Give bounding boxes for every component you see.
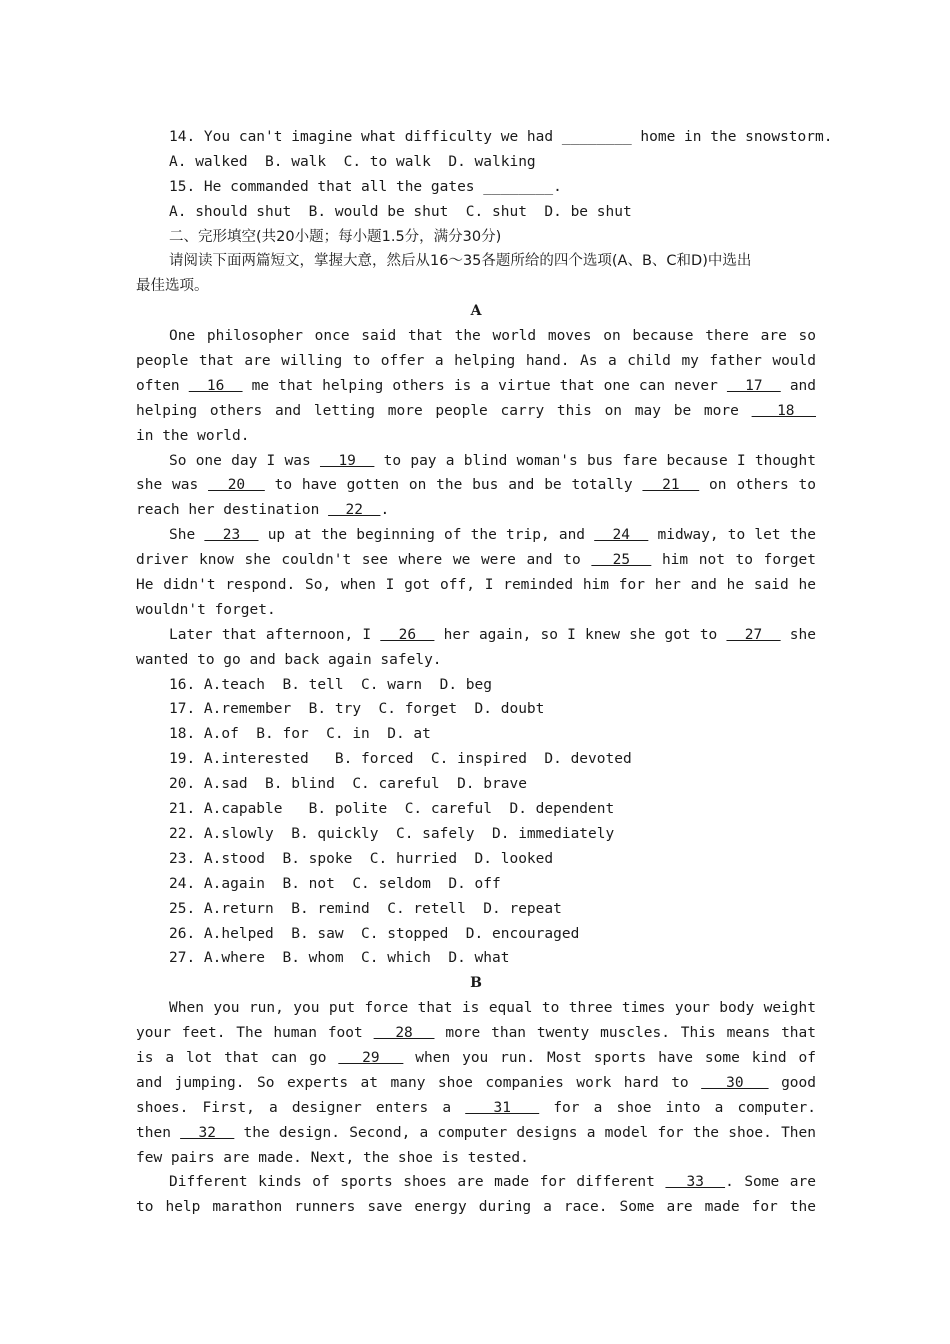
section-heading: 二、完形填空(共20小题；每小题1.5分，满分30分): [169, 228, 502, 245]
blank-16: 16: [188, 377, 243, 394]
blank-18: 18: [751, 402, 816, 419]
text-segment: reach her destination: [136, 502, 320, 519]
text-segment: So one day I was: [169, 452, 311, 469]
text-segment: the design. Second, a computer designs a model for the shoe. Then: [243, 1124, 816, 1141]
section-instruction: 请阅读下面两篇短文，掌握大意，然后从16～35各题所给的四个选项(A、B、C和D)中选出: [169, 253, 752, 270]
question-options: 16. A.teach B. tell C. warn D. beg: [169, 676, 493, 693]
text-segment: on others to: [709, 477, 816, 494]
passage-line: [136, 449, 816, 474]
question-options: 22. A.slowly B. quickly C. safely D. immediately: [169, 825, 615, 842]
question-15-stem: 15. He commanded that all the gates ________.: [169, 178, 562, 195]
text-segment: midway, to let the: [657, 527, 816, 544]
text-segment: me that helping others is a virtue that one can never: [251, 377, 718, 394]
passage-line: [136, 1046, 816, 1071]
text-segment: to pay a blind woman's bus fare because I thought: [383, 452, 816, 469]
text-segment: .: [380, 502, 390, 519]
text-segment: often: [136, 377, 180, 394]
section-instruction-cont: 最佳选项。: [136, 278, 209, 295]
blank-22: 22: [328, 502, 381, 519]
text-segment: Later that afternoon, I: [169, 626, 372, 643]
blank-23: 23: [204, 527, 259, 544]
passage-line: [136, 498, 816, 523]
question-options: 17. A.remember B. try C. forget D. doubt: [169, 701, 545, 718]
passage-line: wanted to go and back again safely.: [136, 651, 442, 668]
question-14-options: A. walked B. walk C. to walk D. walking: [169, 153, 536, 170]
blank-27: 27: [726, 626, 781, 643]
text-segment: shoes. First, a designer enters a: [136, 1099, 452, 1116]
question-options: 25. A.return B. remind C. retell D. repeat: [169, 900, 562, 917]
blank-17: 17: [726, 377, 781, 394]
passage-line: [136, 1170, 816, 1195]
text-segment: driver know she couldn't see where we were and to: [136, 552, 581, 569]
question-options: 18. A.of B. for C. in D. at: [169, 726, 431, 743]
passage-line: [136, 374, 816, 399]
passage-line: [136, 1021, 816, 1046]
question-options: 26. A.helped B. saw C. stopped D. encouraged: [169, 925, 580, 942]
passage-line: few pairs are made. Next, the shoe is tested.: [136, 1149, 529, 1166]
blank-33: 33: [665, 1174, 726, 1191]
text-segment: your feet. The human foot: [136, 1025, 363, 1042]
blank-25: 25: [591, 552, 652, 569]
passage-line: [136, 523, 816, 548]
question-options: 27. A.where B. whom C. which D. what: [169, 950, 510, 967]
blank-31: 31: [465, 1099, 540, 1116]
question-options: 20. A.sad B. blind C. careful D. brave: [169, 776, 527, 793]
text-segment: then: [136, 1124, 171, 1141]
blank-29: 29: [338, 1049, 404, 1066]
text-segment: she: [789, 626, 816, 643]
question-15-options: A. should shut B. would be shut C. shut D. be shut: [169, 203, 632, 220]
text-segment: and jumping. So experts at many shoe companies work hard to: [136, 1074, 689, 1091]
passage-line: One philosopher once said that the world moves on because there are so: [169, 328, 816, 345]
passage-line: [136, 1096, 816, 1121]
passage-line: [136, 1071, 816, 1096]
passage-line: in the world.: [136, 427, 250, 444]
question-options: 23. A.stood B. spoke C. hurried D. looked: [169, 850, 554, 867]
passage-line: When you run, you put force that is equal to three times your body weight: [169, 1000, 816, 1017]
text-segment: is a lot that can go: [136, 1049, 327, 1066]
text-segment: for a shoe into a computer.: [553, 1099, 816, 1116]
blank-19: 19: [319, 452, 375, 469]
blank-20: 20: [208, 477, 265, 494]
text-segment: more than twenty muscles. This means that: [445, 1025, 816, 1042]
text-segment: her again, so I knew she got to: [443, 626, 718, 643]
text-segment: she was: [136, 477, 199, 494]
blank-32: 32: [180, 1124, 235, 1141]
passage-b-label: B: [470, 975, 482, 992]
exam-page: [136, 125, 833, 1220]
text-segment: and: [789, 377, 816, 394]
text-segment: to have gotten on the bus and be totally: [274, 477, 633, 494]
text-segment: him not to forget: [661, 552, 816, 569]
question-14-stem: 14. You can't imagine what difficulty we had ________ home in the snowstorm.: [169, 129, 833, 145]
text-segment: Different kinds of sports shoes are made for different: [169, 1174, 655, 1191]
blank-21: 21: [642, 477, 700, 494]
question-options: 19. A.interested B. forced C. inspired D. devoted: [169, 751, 632, 768]
blank-28: 28: [373, 1025, 435, 1042]
passage-line: He didn't respond. So, when I got off, I reminded him for her and he said he: [136, 577, 816, 594]
blank-26: 26: [380, 626, 435, 643]
passage-line: [136, 1121, 816, 1146]
question-options: 21. A.capable B. polite C. careful D. dependent: [169, 801, 615, 818]
passage-a-label: A: [470, 303, 482, 320]
passage-line: [136, 399, 816, 424]
passage-line: [136, 548, 816, 573]
blank-24: 24: [594, 527, 649, 544]
passage-line: [136, 473, 816, 498]
question-options: 24. A.again B. not C. seldom D. off: [169, 875, 501, 892]
passage-line: to help marathon runners save energy during a race. Some are made for the: [136, 1199, 816, 1216]
text-segment: good: [781, 1074, 816, 1091]
text-segment: helping others and letting more people carry this on may be more: [136, 402, 739, 419]
passage-line: [136, 623, 816, 648]
blank-30: 30: [701, 1074, 769, 1091]
passage-line: wouldn't forget.: [136, 601, 276, 618]
text-segment: She: [169, 527, 196, 544]
text-segment: when you run. Most sports have some kind of: [415, 1049, 816, 1066]
passage-line: people that are willing to offer a helping hand. As a child my father would: [136, 353, 816, 370]
text-segment: . Some are: [725, 1174, 816, 1191]
text-segment: up at the beginning of the trip, and: [267, 527, 586, 544]
